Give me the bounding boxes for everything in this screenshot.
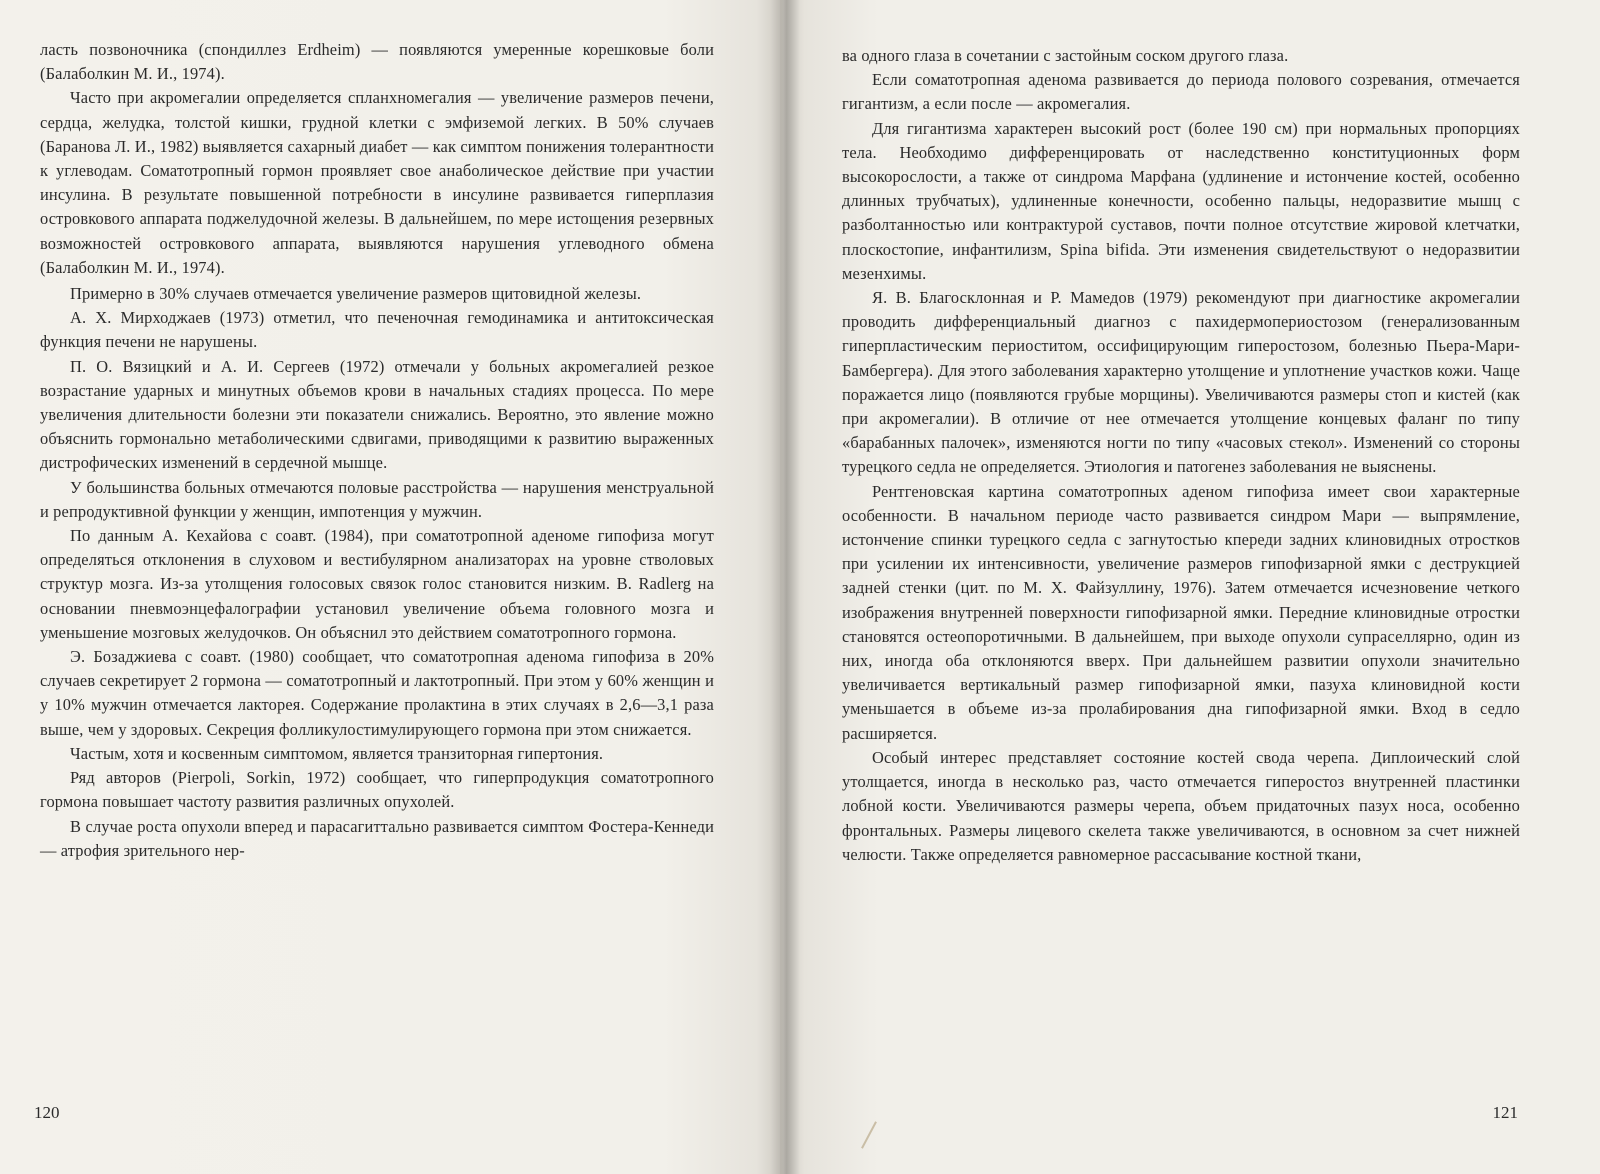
paragraph: Часто при акромегалии определяется спланхномегалия — увеличение размеров печени, сердца, желудка, толстой кишки, грудной клетки с эмфиземой легких. В 50% случаев (Баранова Л. И., 1982) выявляется сахарный диабет — как симптом понижения толерантности к углеводам. Соматотропный гормон проявляет свое анаболическое действие при участии инсулина. В результате повышенной потребности в инсулине развивается гиперплазия островкового аппарата поджелудочной железы. В дальнейшем, по мере истощения резервных возможностей островкового аппарата, выявляются нарушения углеводного обмена (Балаболкин М. И., 1974). [40, 88, 714, 277]
page-number: 121 [1492, 1103, 1518, 1122]
paragraph: ва одного глаза в сочетании с застойным соском другого глаза. [842, 46, 1289, 65]
paragraph: Я. В. Благосклонная и Р. Мамедов (1979) рекомендуют при диагностике акромегалии проводить дифференциальный диагноз с пахидермопериостозом (генерализованным гиперпластическим периоститом, оссифицирующим гиперостозом, болезнью Пьера-Мари-Бамбергера). Для этого заболевания характерно утолщение и уплотнение участков кожи. Чаще поражается лицо (появляются грубые морщины). Увеличиваются размеры стоп и кистей (как при акромегалии). В отличие от нее отмечается утолщение концевых фаланг по типу «барабанных палочек», изменяются ногти по типу «часовых стекол». Изменений со стороны турецкого седла не определяется. Этиология и патогенез заболевания не выяснены. [842, 288, 1520, 477]
paragraph: А. Х. Мирходжаев (1973) отметил, что печеночная гемодинамика и антитоксическая функция печени не нарушены. [40, 308, 714, 352]
paragraph: ласть позвоночника (спондиллез Erdheim) — появляются умеренные корешковые боли (Балаболкин М. И., 1974). [40, 40, 714, 84]
paragraph: Особый интерес представляет состояние костей свода черепа. Диплоический слой утолщается, иногда в несколько раз, часто отмечается гиперостоз внутренней пластинки лобной кости. Увеличиваются размеры черепа, объем придаточных пазух носа, особенно фронтальных. Размеры лицевого скелета также увеличиваются, в основном за счет нижней челюсти. Также определяется равномерное рассасывание костной ткани, [842, 747, 1520, 864]
paragraph: Ряд авторов (Pierpoli, Sorkin, 1972) сообщает, что гиперпродукция соматотропного гормона повышает частоту развития различных опухолей. [40, 768, 714, 812]
paragraph: Примерно в 30% случаев отмечается увеличение размеров щитовидной железы. [70, 284, 642, 304]
paragraph: Рентгеновская картина соматотропных аденом гипофиза имеет свои характерные особенности. В начальном периоде часто развивается синдром Мари — выпрямление, истончение спинки турецкого седла с загнутостью кпереди задних клиновидных отростков при усилении их интенсивности, увеличение размеров гипофизарной ямки с деструкцией задней стенки (цит. по М. Х. Файзуллину, 1976). Затем отмечается исчезновение четкого изображения внутренней поверхности гипофизарной ямки. Передние клиновидные отростки становятся остеопоротичными. В дальнейшем, при выходе опухоли супраселлярно, один из них, иногда оба отклоняются вверх. При дальнейшем развитии опухоли значительно увеличивается вертикальный размер гипофизарной ямки, пазуха клиновидной кости уменьшается в объеме из-за пролабирования дна гипофизарной ямки. Вход в седло расширяется. [842, 481, 1520, 743]
left-page-text [40, 38, 714, 863]
paragraph: Если соматотропная аденома развивается до периода полового созревания, отмечается гигантизм, а если после — акромегалия. [842, 70, 1520, 114]
page-number: 120 [34, 1103, 60, 1122]
right-page [780, 0, 1600, 1174]
left-page [0, 0, 780, 1174]
paragraph: Для гигантизма характерен высокий рост (более 190 см) при нормальных пропорциях тела. Необходимо дифференцировать от наследственно конституционных форм высокорослости, а также от синдрома Марфана (удлинение и истончение костей, особенно длинных трубчатых), удлиненные конечности, особенно пальцы, недоразвитие мышц с разболтанностью или контрактурой суставов, почти полное отсутствие жировой клетчатки, плоскостопие, инфантилизм, Spina bifida. Эти изменения свидетельствуют о недоразвитии мезенхимы. [842, 118, 1520, 283]
paragraph: Частым, хотя и косвенным симптомом, является транзиторная гипертония. [70, 743, 604, 763]
right-page-text [842, 44, 1520, 867]
paragraph: Э. Бозаджиева с соавт. (1980) сообщает, что соматотропная аденома гипофиза в 20% случаев секретирует 2 гормона — соматотропный и лактотропный. При этом у 60% женщин и у 10% мужчин отмечается лакторея. Содержание пролактина в этих случаях в 2,6—3,1 раза выше, чем у здоровых. Секреция фолликулостимулирующего гормона при этом снижается. [40, 647, 714, 739]
paragraph: По данным А. Кехайова с соавт. (1984), при соматотропной аденоме гипофиза могут определяться отклонения в слуховом и вестибулярном анализаторах на уровне стволовых структур мозга. Из-за утолщения голосовых связок голос становится низким. В. Radlerg на основании пневмоэнцефалографии установил увеличение объема головного мозга и уменьшение мозговых желудочков. Он объяснил это действием соматотропного гормона. [40, 526, 714, 642]
paragraph: П. О. Вязицкий и А. И. Сергеев (1972) отмечали у больных акромегалией резкое возрастание ударных и минутных объемов крови в начальных стадиях процесса. По мере увеличения длительности болезни эти показатели снижались. Вероятно, это явление можно объяснить гормонально метаболическими сдвигами, приводящими к развитию выраженных дистрофических изменений в сердечной мышце. [40, 356, 714, 473]
paragraph: В случае роста опухоли вперед и парасагиттально развивается симптом Фостера-Кеннеди — атрофия зрительного нер- [40, 816, 714, 860]
paragraph: У большинства больных отмечаются половые расстройства — нарушения менструальной и репродуктивной функции у женщин, импотенция у мужчин. [40, 477, 714, 521]
